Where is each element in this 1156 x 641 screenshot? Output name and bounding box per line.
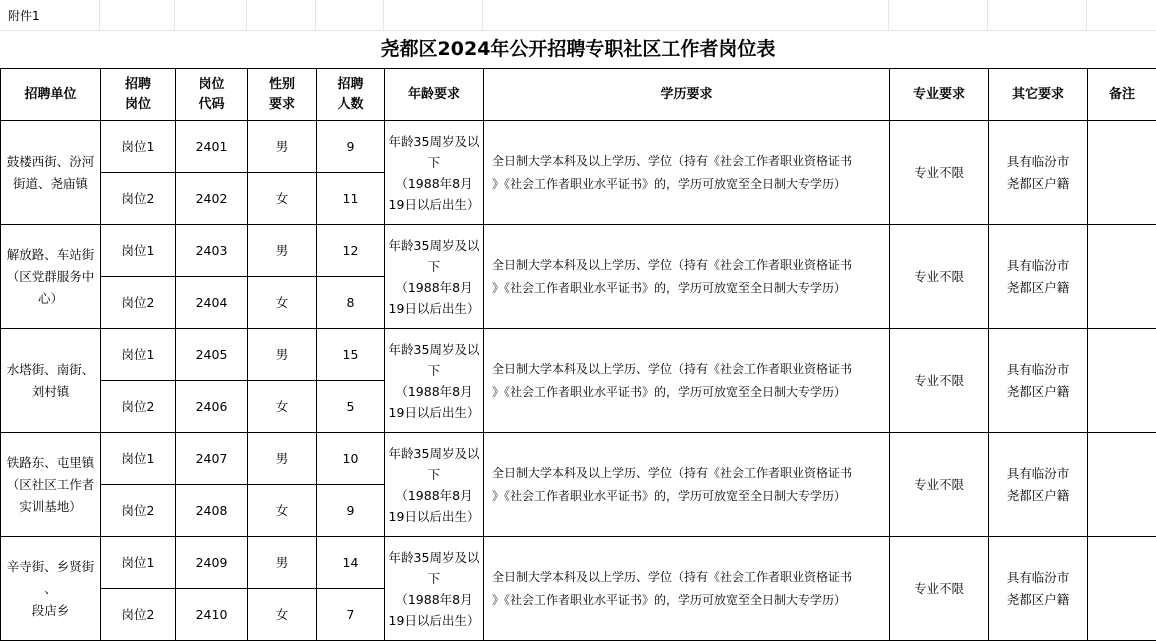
- count-cell[interactable]: 5: [317, 381, 385, 433]
- other-cell[interactable]: [989, 433, 1088, 537]
- position-cell[interactable]: 岗位1: [101, 537, 176, 589]
- age-line: 下: [427, 466, 441, 482]
- unit-cell[interactable]: [1, 329, 101, 433]
- major-cell[interactable]: 专业不限: [890, 225, 989, 329]
- major-cell[interactable]: 专业不限: [890, 329, 989, 433]
- education-line: 全日制大学本科及以上学历、学位（持有《社会工作者职业资格证书: [492, 465, 853, 480]
- sheet-cell[interactable]: [247, 0, 316, 31]
- other-cell[interactable]: [989, 537, 1088, 641]
- gender-cell[interactable]: 男: [248, 433, 317, 485]
- header-age[interactable]: [385, 69, 484, 121]
- other-cell[interactable]: [989, 329, 1088, 433]
- header-code[interactable]: [176, 69, 248, 121]
- sheet-cell[interactable]: [1087, 0, 1156, 31]
- other-line: 具有临汾市: [1006, 569, 1070, 585]
- position-cell[interactable]: 岗位1: [101, 433, 176, 485]
- header-unit[interactable]: [1, 69, 101, 121]
- table-row: [1, 329, 1156, 381]
- age-line: 下: [427, 154, 441, 170]
- gender-cell[interactable]: 男: [248, 329, 317, 381]
- header-age-label: 年龄要求: [407, 86, 460, 102]
- header-unit-label: 招聘单位: [24, 86, 77, 102]
- position-cell[interactable]: 岗位1: [101, 329, 176, 381]
- unit-line: 水塔街、南街、: [6, 361, 95, 377]
- position-cell[interactable]: 岗位1: [101, 225, 176, 277]
- age-line: 年龄35周岁及以: [388, 133, 480, 149]
- position-cell[interactable]: 岗位2: [101, 381, 176, 433]
- position-cell[interactable]: 岗位2: [101, 485, 176, 537]
- header-gender[interactable]: [248, 69, 317, 121]
- age-cell[interactable]: [385, 537, 484, 641]
- position-cell[interactable]: 岗位2: [101, 589, 176, 641]
- other-line: 具有临汾市: [1006, 153, 1070, 169]
- gender-cell[interactable]: 女: [248, 485, 317, 537]
- education-cell[interactable]: [484, 537, 890, 641]
- education-line: 全日制大学本科及以上学历、学位（持有《社会工作者职业资格证书: [492, 153, 853, 168]
- unit-line: 、: [44, 580, 57, 596]
- age-line: 下: [427, 362, 441, 378]
- age-line: （1988年8月: [395, 279, 473, 295]
- table-header-row: [1, 69, 1156, 121]
- age-line: 19日以后出生）: [388, 508, 480, 524]
- count-cell[interactable]: 9: [317, 121, 385, 173]
- table-row: [1, 121, 1156, 173]
- page-title: 尧都区2024年公开招聘专职社区工作者岗位表: [380, 38, 776, 60]
- header-code-line: 岗位: [198, 76, 225, 92]
- code-cell[interactable]: 2402: [176, 173, 248, 225]
- age-line: 19日以后出生）: [388, 196, 480, 212]
- age-line: （1988年8月: [395, 591, 473, 607]
- count-cell[interactable]: 9: [317, 485, 385, 537]
- gender-cell[interactable]: 女: [248, 381, 317, 433]
- other-line: 尧都区户籍: [1006, 383, 1070, 399]
- age-line: （1988年8月: [395, 383, 473, 399]
- other-line: 具有临汾市: [1006, 465, 1070, 481]
- unit-line: 实训基地）: [19, 498, 82, 514]
- unit-line: 铁路东、屯里镇: [6, 454, 95, 470]
- unit-line: 刘村镇: [31, 383, 70, 399]
- code-cell[interactable]: 2406: [176, 381, 248, 433]
- position-cell[interactable]: 岗位1: [101, 121, 176, 173]
- table-row: [1, 537, 1156, 589]
- age-cell[interactable]: [385, 329, 484, 433]
- age-line: 年龄35周岁及以: [388, 341, 480, 357]
- age-line: 年龄35周岁及以: [388, 445, 480, 461]
- other-cell[interactable]: [989, 121, 1088, 225]
- remarks-cell[interactable]: [1088, 225, 1156, 329]
- age-cell[interactable]: [385, 225, 484, 329]
- unit-cell[interactable]: [1, 225, 101, 329]
- table-row: [1, 433, 1156, 485]
- header-position-line: 招聘: [124, 76, 151, 92]
- education-cell[interactable]: [484, 433, 890, 537]
- position-cell[interactable]: 岗位2: [101, 277, 176, 329]
- major-cell[interactable]: 专业不限: [890, 433, 989, 537]
- header-remarks-label: 备注: [1108, 86, 1135, 102]
- remarks-cell[interactable]: [1088, 537, 1156, 641]
- header-count[interactable]: [317, 69, 385, 121]
- unit-line: （区党群服务中: [6, 268, 95, 284]
- header-gender-line: 要求: [268, 96, 295, 112]
- header-major[interactable]: [890, 69, 989, 121]
- age-line: 19日以后出生）: [388, 612, 480, 628]
- remarks-cell[interactable]: [1088, 121, 1156, 225]
- education-cell[interactable]: [484, 225, 890, 329]
- sheet-cell[interactable]: [175, 0, 247, 31]
- other-line: 尧都区户籍: [1006, 591, 1070, 607]
- age-line: 下: [427, 570, 441, 586]
- other-line: 具有临汾市: [1006, 257, 1070, 273]
- count-cell[interactable]: 14: [317, 537, 385, 589]
- other-line: 尧都区户籍: [1006, 175, 1070, 191]
- header-count-line: 招聘: [337, 76, 364, 92]
- unit-line: 心）: [37, 290, 63, 306]
- header-remarks[interactable]: [1088, 69, 1156, 121]
- gender-cell[interactable]: 男: [248, 121, 317, 173]
- attachment-label: 附件1: [8, 9, 40, 23]
- table-row: [1, 225, 1156, 277]
- education-line: 全日制大学本科及以上学历、学位（持有《社会工作者职业资格证书: [492, 257, 853, 272]
- header-education-label: 学历要求: [660, 86, 713, 102]
- code-cell[interactable]: 2407: [176, 433, 248, 485]
- header-gender-line: 性别: [268, 76, 295, 92]
- education-line: 全日制大学本科及以上学历、学位（持有《社会工作者职业资格证书: [492, 361, 853, 376]
- age-line: 年龄35周岁及以: [388, 549, 480, 565]
- gender-cell[interactable]: 女: [248, 173, 317, 225]
- other-line: 具有临汾市: [1006, 361, 1070, 377]
- unit-cell[interactable]: [1, 537, 101, 641]
- unit-line: 鼓楼西街、汾河: [6, 153, 95, 169]
- header-position[interactable]: [101, 69, 176, 121]
- header-code-line: 代码: [198, 96, 225, 112]
- header-other-label: 其它要求: [1011, 86, 1064, 102]
- education-line: 全日制大学本科及以上学历、学位（持有《社会工作者职业资格证书: [492, 569, 853, 584]
- code-cell[interactable]: 2408: [176, 485, 248, 537]
- count-cell[interactable]: 7: [317, 589, 385, 641]
- header-other[interactable]: [989, 69, 1088, 121]
- gender-cell[interactable]: 女: [248, 589, 317, 641]
- code-cell[interactable]: 2409: [176, 537, 248, 589]
- remarks-cell[interactable]: [1088, 433, 1156, 537]
- gender-cell[interactable]: 女: [248, 277, 317, 329]
- sheet-cell[interactable]: [316, 0, 384, 31]
- education-line: 》《社会工作者职业水平证书》的，学历可放宽至全日制大专学历）: [492, 592, 847, 607]
- gender-cell[interactable]: 男: [248, 225, 317, 277]
- other-line: 尧都区户籍: [1006, 279, 1070, 295]
- header-major-label: 专业要求: [912, 86, 965, 102]
- major-cell[interactable]: 专业不限: [890, 537, 989, 641]
- age-line: （1988年8月: [395, 487, 473, 503]
- education-line: 》《社会工作者职业水平证书》的，学历可放宽至全日制大专学历）: [492, 176, 847, 191]
- major-cell[interactable]: 专业不限: [890, 121, 989, 225]
- unit-line: 段店乡: [31, 602, 70, 618]
- count-cell[interactable]: 11: [317, 173, 385, 225]
- unit-line: （区社区工作者: [6, 476, 95, 492]
- sheet-cell[interactable]: [988, 0, 1087, 31]
- top-row: [0, 0, 1156, 31]
- remarks-cell[interactable]: [1088, 329, 1156, 433]
- code-cell[interactable]: 2404: [176, 277, 248, 329]
- count-cell[interactable]: 10: [317, 433, 385, 485]
- count-cell[interactable]: 15: [317, 329, 385, 381]
- header-count-line: 人数: [337, 96, 364, 112]
- unit-cell[interactable]: [1, 433, 101, 537]
- sheet-cell[interactable]: [384, 0, 483, 31]
- unit-line: 街道、尧庙镇: [12, 175, 88, 191]
- unit-line: 解放路、车站街: [6, 246, 95, 262]
- education-cell[interactable]: [484, 329, 890, 433]
- unit-line: 辛寺街、乡贤街: [6, 558, 95, 574]
- education-line: 》《社会工作者职业水平证书》的，学历可放宽至全日制大专学历）: [492, 384, 847, 399]
- education-line: 》《社会工作者职业水平证书》的，学历可放宽至全日制大专学历）: [492, 280, 847, 295]
- code-cell[interactable]: 2410: [176, 589, 248, 641]
- header-education[interactable]: [484, 69, 890, 121]
- other-line: 尧都区户籍: [1006, 487, 1070, 503]
- sheet-cell[interactable]: [100, 0, 175, 31]
- code-cell[interactable]: 2401: [176, 121, 248, 173]
- sheet-cell[interactable]: [889, 0, 988, 31]
- age-line: 年龄35周岁及以: [388, 237, 480, 253]
- header-position-line: 岗位: [124, 96, 151, 112]
- age-cell[interactable]: [385, 121, 484, 225]
- education-cell[interactable]: [484, 121, 890, 225]
- sheet-cell[interactable]: [483, 0, 889, 31]
- age-line: 19日以后出生）: [388, 404, 480, 420]
- count-cell[interactable]: 12: [317, 225, 385, 277]
- count-cell[interactable]: 8: [317, 277, 385, 329]
- positions-table: [0, 68, 1156, 641]
- other-cell[interactable]: [989, 225, 1088, 329]
- education-line: 》《社会工作者职业水平证书》的，学历可放宽至全日制大专学历）: [492, 488, 847, 503]
- code-cell[interactable]: 2403: [176, 225, 248, 277]
- age-cell[interactable]: [385, 433, 484, 537]
- age-line: 下: [427, 258, 441, 274]
- age-line: （1988年8月: [395, 175, 473, 191]
- gender-cell[interactable]: 男: [248, 537, 317, 589]
- age-line: 19日以后出生）: [388, 300, 480, 316]
- code-cell[interactable]: 2405: [176, 329, 248, 381]
- unit-cell[interactable]: [1, 121, 101, 225]
- position-cell[interactable]: 岗位2: [101, 173, 176, 225]
